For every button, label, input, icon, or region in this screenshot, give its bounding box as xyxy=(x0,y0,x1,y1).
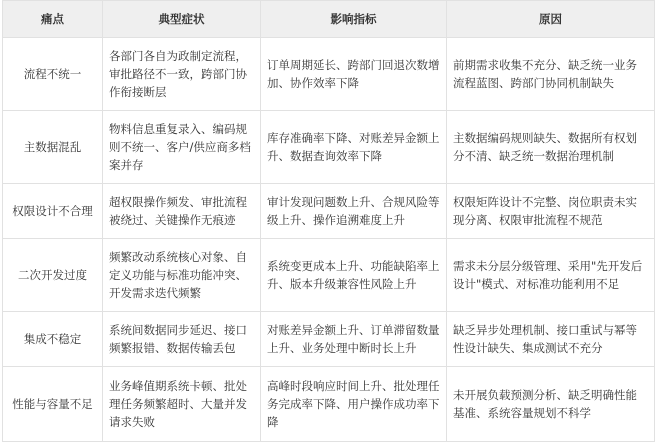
pain-point-cell: 性能与容量不足 xyxy=(3,367,103,442)
pain-point-cell: 权限设计不合理 xyxy=(3,184,103,239)
cause-cell: 缺乏异步处理机制、接口重试与幂等性设计缺失、集成测试不充分 xyxy=(447,312,655,367)
symptom-cell: 超权限操作频发、审批流程被绕过、关键操作无痕迹 xyxy=(103,184,261,239)
cause-cell: 未开展负载预测分析、缺乏明确性能基准、系统容量规划不科学 xyxy=(447,367,655,442)
table-row xyxy=(3,312,655,367)
pain-point-cell: 集成不稳定 xyxy=(3,312,103,367)
symptom-cell: 各部门各自为政制定流程，审批路径不一致，跨部门协作衔接断层 xyxy=(103,38,261,111)
table-row xyxy=(3,239,655,312)
impact-cell: 系统变更成本上升、功能缺陷率上升、版本升级兼容性风险上升 xyxy=(261,239,447,312)
symptom-cell: 频繁改动系统核心对象、自定义功能与标准功能冲突、开发需求迭代频繁 xyxy=(103,239,261,312)
symptom-cell: 业务峰值期系统卡顿、批处理任务频繁超时、大量并发请求失败 xyxy=(103,367,261,442)
pain-point-cell: 主数据混乱 xyxy=(3,111,103,184)
table-row xyxy=(3,111,655,184)
impact-cell: 高峰时段响应时间上升、批处理任务完成率下降、用户操作成功率下降 xyxy=(261,367,447,442)
cause-cell: 前期需求收集不充分、缺乏统一业务流程蓝图、跨部门协同机制缺失 xyxy=(447,38,655,111)
pain-point-cell: 二次开发过度 xyxy=(3,239,103,312)
impact-cell: 订单周期延长、跨部门回退次数增加、协作效率下降 xyxy=(261,38,447,111)
table-row xyxy=(3,38,655,111)
symptom-cell: 系统间数据同步延迟、接口频繁报错、数据传输丢包 xyxy=(103,312,261,367)
pain-point-cell: 流程不统一 xyxy=(3,38,103,111)
header-symptom: 典型症状 xyxy=(103,1,261,38)
table-row xyxy=(3,184,655,239)
impact-cell: 库存准确率下降、对账差异金额上升、数据查询效率下降 xyxy=(261,111,447,184)
pain-point-table xyxy=(2,0,655,442)
symptom-cell: 物料信息重复录入、编码规则不统一、客户/供应商多档案并存 xyxy=(103,111,261,184)
impact-cell: 对账差异金额上升、订单滞留数量上升、业务处理中断时长上升 xyxy=(261,312,447,367)
header-impact: 影响指标 xyxy=(261,1,447,38)
cause-cell: 主数据编码规则缺失、数据所有权划分不清、缺乏统一数据治理机制 xyxy=(447,111,655,184)
table-row xyxy=(3,367,655,442)
cause-cell: 权限矩阵设计不完整、岗位职责未实现分离、权限审批流程不规范 xyxy=(447,184,655,239)
impact-cell: 审计发现问题数上升、合规风险等级上升、操作追溯难度上升 xyxy=(261,184,447,239)
header-cause: 原因 xyxy=(447,1,655,38)
header-pain-point: 痛点 xyxy=(3,1,103,38)
table-header-row xyxy=(3,1,655,38)
cause-cell: 需求未分层分级管理、采用"先开发后设计"模式、对标准功能利用不足 xyxy=(447,239,655,312)
